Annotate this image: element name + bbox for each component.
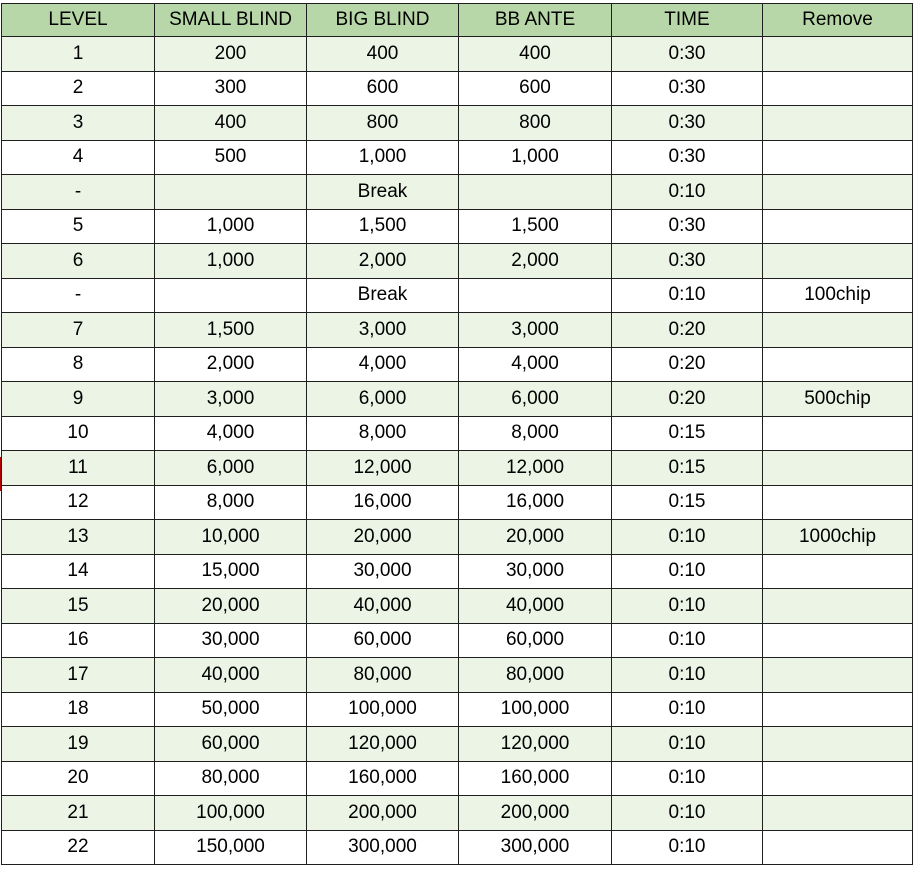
cell-level[interactable]: 1: [2, 37, 155, 72]
cell-bb-ante[interactable]: 120,000: [459, 727, 612, 762]
table-row: [2, 796, 913, 831]
cell-time[interactable]: 0:10: [612, 761, 763, 796]
cell-time[interactable]: 0:10: [612, 796, 763, 831]
cell-remove[interactable]: [763, 71, 913, 106]
cell-bb-ante[interactable]: 3,000: [459, 313, 612, 348]
cell-level[interactable]: 2: [2, 71, 155, 106]
cell-remove[interactable]: [763, 37, 913, 72]
cell-small-blind[interactable]: 1,500: [155, 313, 307, 348]
table-row: [2, 71, 913, 106]
blind-structure-table: [1, 3, 913, 865]
header-cell-small-blind[interactable]: SMALL BLIND: [155, 4, 307, 37]
table-row: [2, 106, 913, 141]
cell-time[interactable]: 0:10: [612, 175, 763, 210]
cell-level[interactable]: 14: [2, 554, 155, 589]
header-cell-big-blind[interactable]: BIG BLIND: [307, 4, 459, 37]
table-row: [2, 416, 913, 451]
cell-big-blind[interactable]: 400: [307, 37, 459, 72]
cell-time[interactable]: 0:10: [612, 589, 763, 624]
cell-big-blind[interactable]: 20,000: [307, 520, 459, 555]
cell-time[interactable]: 0:30: [612, 71, 763, 106]
cell-time[interactable]: 0:30: [612, 37, 763, 72]
cell-time[interactable]: 0:30: [612, 244, 763, 279]
cell-remove[interactable]: [763, 244, 913, 279]
cell-bb-ante[interactable]: 8,000: [459, 416, 612, 451]
cell-level[interactable]: 8: [2, 347, 155, 382]
cell-time[interactable]: 0:10: [612, 520, 763, 555]
cell-big-blind[interactable]: 6,000: [307, 382, 459, 417]
table-row: [2, 485, 913, 520]
header-row: [2, 4, 913, 37]
cell-bb-ante[interactable]: 400: [459, 37, 612, 72]
cell-small-blind[interactable]: 4,000: [155, 416, 307, 451]
cell-bb-ante[interactable]: [459, 278, 612, 313]
table-row: [2, 382, 913, 417]
cell-bb-ante[interactable]: 80,000: [459, 658, 612, 693]
cell-time[interactable]: 0:30: [612, 209, 763, 244]
cell-bb-ante[interactable]: 30,000: [459, 554, 612, 589]
table-row: [2, 140, 913, 175]
cell-big-blind[interactable]: Break: [307, 278, 459, 313]
cell-bb-ante[interactable]: 4,000: [459, 347, 612, 382]
cell-time[interactable]: 0:10: [612, 658, 763, 693]
cell-level[interactable]: 17: [2, 658, 155, 693]
cell-remove[interactable]: [763, 416, 913, 451]
cell-bb-ante[interactable]: [459, 175, 612, 210]
cell-bb-ante[interactable]: 600: [459, 71, 612, 106]
cell-small-blind[interactable]: 200: [155, 37, 307, 72]
cell-remove[interactable]: [763, 830, 913, 865]
cell-bb-ante[interactable]: 300,000: [459, 830, 612, 865]
cell-big-blind[interactable]: 800: [307, 106, 459, 141]
cell-remove[interactable]: 1000chip: [763, 520, 913, 555]
cell-big-blind[interactable]: 8,000: [307, 416, 459, 451]
table-row: [2, 520, 913, 555]
cell-remove[interactable]: [763, 175, 913, 210]
cell-remove[interactable]: [763, 209, 913, 244]
cell-level[interactable]: 13: [2, 520, 155, 555]
cell-big-blind[interactable]: 4,000: [307, 347, 459, 382]
cell-remove[interactable]: [763, 658, 913, 693]
table-body: [2, 37, 913, 865]
table-row: [2, 623, 913, 658]
cell-small-blind[interactable]: 300: [155, 71, 307, 106]
cell-big-blind[interactable]: 2,000: [307, 244, 459, 279]
cell-time[interactable]: 0:20: [612, 382, 763, 417]
cell-remove[interactable]: [763, 623, 913, 658]
cell-time[interactable]: 0:10: [612, 830, 763, 865]
cell-remove[interactable]: [763, 140, 913, 175]
cell-bb-ante[interactable]: 160,000: [459, 761, 612, 796]
cell-level[interactable]: 11: [2, 451, 155, 486]
cell-level[interactable]: 5: [2, 209, 155, 244]
cell-small-blind[interactable]: 50,000: [155, 692, 307, 727]
cell-time[interactable]: 0:10: [612, 692, 763, 727]
header-cell-bb-ante[interactable]: BB ANTE: [459, 4, 612, 37]
cell-level[interactable]: 7: [2, 313, 155, 348]
cell-small-blind[interactable]: 30,000: [155, 623, 307, 658]
cell-time[interactable]: 0:10: [612, 623, 763, 658]
cell-bb-ante[interactable]: 1,000: [459, 140, 612, 175]
cell-small-blind[interactable]: 80,000: [155, 761, 307, 796]
cell-small-blind[interactable]: 8,000: [155, 485, 307, 520]
cell-time[interactable]: 0:10: [612, 727, 763, 762]
table-row: [2, 347, 913, 382]
cell-big-blind[interactable]: 16,000: [307, 485, 459, 520]
cell-remove[interactable]: [763, 761, 913, 796]
cell-level[interactable]: 16: [2, 623, 155, 658]
cell-small-blind[interactable]: [155, 278, 307, 313]
cell-big-blind[interactable]: 300,000: [307, 830, 459, 865]
cell-big-blind[interactable]: 30,000: [307, 554, 459, 589]
cell-level[interactable]: 3: [2, 106, 155, 141]
cell-level[interactable]: -: [2, 278, 155, 313]
cell-level[interactable]: -: [2, 175, 155, 210]
table-row: [2, 451, 913, 486]
table-row: [2, 244, 913, 279]
cell-bb-ante[interactable]: 12,000: [459, 451, 612, 486]
cell-time[interactable]: 0:10: [612, 278, 763, 313]
cell-bb-ante[interactable]: 20,000: [459, 520, 612, 555]
header-cell-level[interactable]: LEVEL: [2, 4, 155, 37]
cell-time[interactable]: 0:30: [612, 140, 763, 175]
cell-small-blind[interactable]: [155, 175, 307, 210]
table-row: [2, 209, 913, 244]
cell-small-blind[interactable]: 6,000: [155, 451, 307, 486]
cell-big-blind[interactable]: 1,500: [307, 209, 459, 244]
cell-level[interactable]: 21: [2, 796, 155, 831]
cell-small-blind[interactable]: 3,000: [155, 382, 307, 417]
cell-level[interactable]: 4: [2, 140, 155, 175]
cell-small-blind[interactable]: 2,000: [155, 347, 307, 382]
cell-time[interactable]: 0:30: [612, 106, 763, 141]
cell-remove[interactable]: [763, 485, 913, 520]
cell-remove[interactable]: [763, 451, 913, 486]
cell-remove[interactable]: [763, 727, 913, 762]
cell-big-blind[interactable]: 600: [307, 71, 459, 106]
cell-small-blind[interactable]: 15,000: [155, 554, 307, 589]
cell-bb-ante[interactable]: 60,000: [459, 623, 612, 658]
header-cell-remove[interactable]: Remove: [763, 4, 913, 37]
cell-small-blind[interactable]: 1,000: [155, 209, 307, 244]
table-row: [2, 554, 913, 589]
table-row: [2, 727, 913, 762]
cell-remove[interactable]: [763, 313, 913, 348]
cell-small-blind[interactable]: 400: [155, 106, 307, 141]
cell-big-blind[interactable]: 3,000: [307, 313, 459, 348]
cell-remove[interactable]: 100chip: [763, 278, 913, 313]
cell-level[interactable]: 10: [2, 416, 155, 451]
cell-bb-ante[interactable]: 800: [459, 106, 612, 141]
cell-big-blind[interactable]: 1,000: [307, 140, 459, 175]
table-row: [2, 278, 913, 313]
cell-bb-ante[interactable]: 6,000: [459, 382, 612, 417]
cell-remove[interactable]: [763, 347, 913, 382]
cell-small-blind[interactable]: 1,000: [155, 244, 307, 279]
cell-big-blind[interactable]: 120,000: [307, 727, 459, 762]
cell-small-blind[interactable]: 20,000: [155, 589, 307, 624]
cell-time[interactable]: 0:20: [612, 347, 763, 382]
cell-small-blind[interactable]: 150,000: [155, 830, 307, 865]
cell-level[interactable]: 18: [2, 692, 155, 727]
cell-remove[interactable]: [763, 554, 913, 589]
table-row: [2, 692, 913, 727]
cell-level[interactable]: 22: [2, 830, 155, 865]
cell-bb-ante[interactable]: 200,000: [459, 796, 612, 831]
cell-remove[interactable]: [763, 106, 913, 141]
cell-bb-ante[interactable]: 100,000: [459, 692, 612, 727]
cell-big-blind[interactable]: 200,000: [307, 796, 459, 831]
cell-level[interactable]: 9: [2, 382, 155, 417]
cell-bb-ante[interactable]: 1,500: [459, 209, 612, 244]
cell-bb-ante[interactable]: 16,000: [459, 485, 612, 520]
cell-level[interactable]: 20: [2, 761, 155, 796]
cell-bb-ante[interactable]: 2,000: [459, 244, 612, 279]
cell-time[interactable]: 0:15: [612, 416, 763, 451]
cell-small-blind[interactable]: 60,000: [155, 727, 307, 762]
cell-big-blind[interactable]: 40,000: [307, 589, 459, 624]
cell-remove[interactable]: 500chip: [763, 382, 913, 417]
cell-big-blind[interactable]: 60,000: [307, 623, 459, 658]
cell-time[interactable]: 0:15: [612, 451, 763, 486]
cell-time[interactable]: 0:20: [612, 313, 763, 348]
cell-remove[interactable]: [763, 692, 913, 727]
cell-level[interactable]: 12: [2, 485, 155, 520]
cell-time[interactable]: 0:10: [612, 554, 763, 589]
table-row: [2, 761, 913, 796]
table-row: [2, 589, 913, 624]
table-row: [2, 37, 913, 72]
header-cell-time[interactable]: TIME: [612, 4, 763, 37]
cell-small-blind[interactable]: 40,000: [155, 658, 307, 693]
cell-big-blind[interactable]: 160,000: [307, 761, 459, 796]
cell-time[interactable]: 0:15: [612, 485, 763, 520]
cell-remove[interactable]: [763, 796, 913, 831]
cell-remove[interactable]: [763, 589, 913, 624]
table-row: [2, 175, 913, 210]
cell-big-blind[interactable]: 100,000: [307, 692, 459, 727]
table-row: [2, 830, 913, 865]
cell-small-blind[interactable]: 100,000: [155, 796, 307, 831]
cell-big-blind[interactable]: 12,000: [307, 451, 459, 486]
cell-bb-ante[interactable]: 40,000: [459, 589, 612, 624]
table-row: [2, 313, 913, 348]
cell-small-blind[interactable]: 10,000: [155, 520, 307, 555]
cell-level[interactable]: 15: [2, 589, 155, 624]
cell-small-blind[interactable]: 500: [155, 140, 307, 175]
cell-level[interactable]: 6: [2, 244, 155, 279]
table-row: [2, 658, 913, 693]
cell-big-blind[interactable]: 80,000: [307, 658, 459, 693]
cell-level[interactable]: 19: [2, 727, 155, 762]
cell-big-blind[interactable]: Break: [307, 175, 459, 210]
